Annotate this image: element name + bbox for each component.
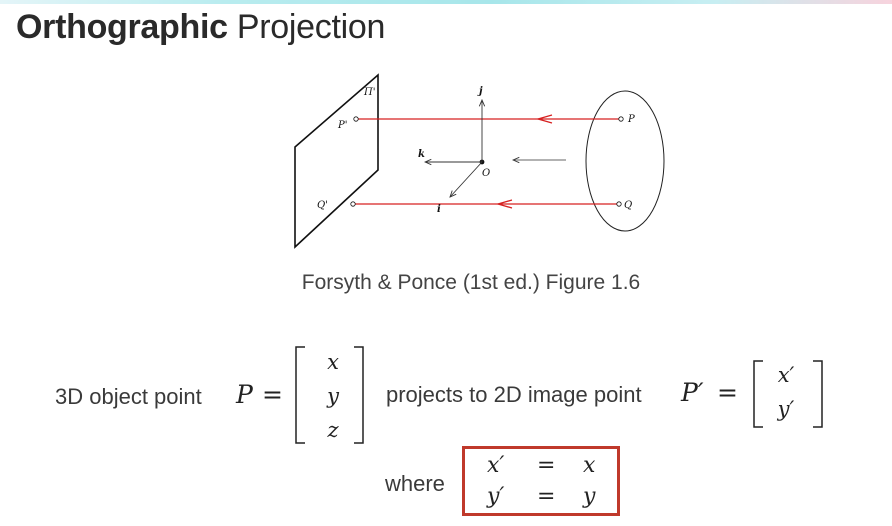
- label-pi: Π': [364, 87, 376, 98]
- equation2-lead: projects to 2D image point: [386, 382, 642, 407]
- point-p-prime: [354, 117, 358, 121]
- projection-figure: [280, 70, 680, 260]
- label-i: i: [437, 204, 441, 215]
- label-k: k: [418, 149, 425, 160]
- where-row-2-rhs: y: [583, 484, 596, 509]
- figure-caption: Forsyth & Ponce (1st ed.) Figure 1.6: [301, 271, 641, 294]
- slide-title: [16, 8, 385, 47]
- where-row-1-eq: =: [537, 453, 556, 478]
- point-p: [619, 117, 623, 121]
- where-row-2-lhs: y′: [487, 484, 505, 509]
- label-p-prime: P': [338, 120, 348, 131]
- where-label: where: [385, 471, 445, 496]
- title-bold-word: Orthographic: [16, 8, 228, 46]
- equation2-equals: =: [717, 378, 738, 407]
- vector2-right-bracket: [810, 360, 824, 428]
- vector1-right-bracket: [351, 346, 365, 444]
- equation1-equals: =: [262, 380, 283, 409]
- projection-diagram: [280, 70, 680, 260]
- vector2-x-prime: x′: [777, 363, 795, 387]
- vector1-z: z: [327, 418, 339, 442]
- point-q-prime: [351, 202, 355, 206]
- label-p: P: [628, 114, 635, 125]
- vector2-y-prime: y′: [777, 397, 795, 421]
- where-row-1-rhs-wrap: [583, 453, 595, 478]
- label-q-prime: Q': [317, 200, 328, 211]
- image-plane: [295, 75, 378, 247]
- vector1-left-bracket: [294, 346, 308, 444]
- where-row-1-rhs: x: [583, 453, 596, 478]
- equation1-lead: 3D object point: [55, 384, 202, 409]
- vector1-y: y: [327, 384, 339, 408]
- label-j: j: [479, 86, 483, 97]
- where-row-2-eq: =: [537, 484, 556, 509]
- equation1-lhs: P: [236, 380, 253, 409]
- where-row-2: [487, 484, 504, 509]
- top-accent-bar: [0, 0, 892, 4]
- axis-i: [450, 162, 482, 197]
- vector2-left-bracket: [752, 360, 766, 428]
- title-rest: Projection: [236, 8, 386, 46]
- where-box: [462, 446, 620, 516]
- label-o: O: [482, 168, 491, 179]
- vector1-x: x: [327, 350, 339, 374]
- where-row-1: [487, 453, 504, 478]
- point-q: [617, 202, 621, 206]
- where-row-1-lhs: x′: [487, 453, 505, 478]
- label-q: Q: [624, 200, 633, 211]
- where-row-2-rhs-wrap: [583, 484, 595, 509]
- equation2-lhs: P′: [681, 378, 704, 407]
